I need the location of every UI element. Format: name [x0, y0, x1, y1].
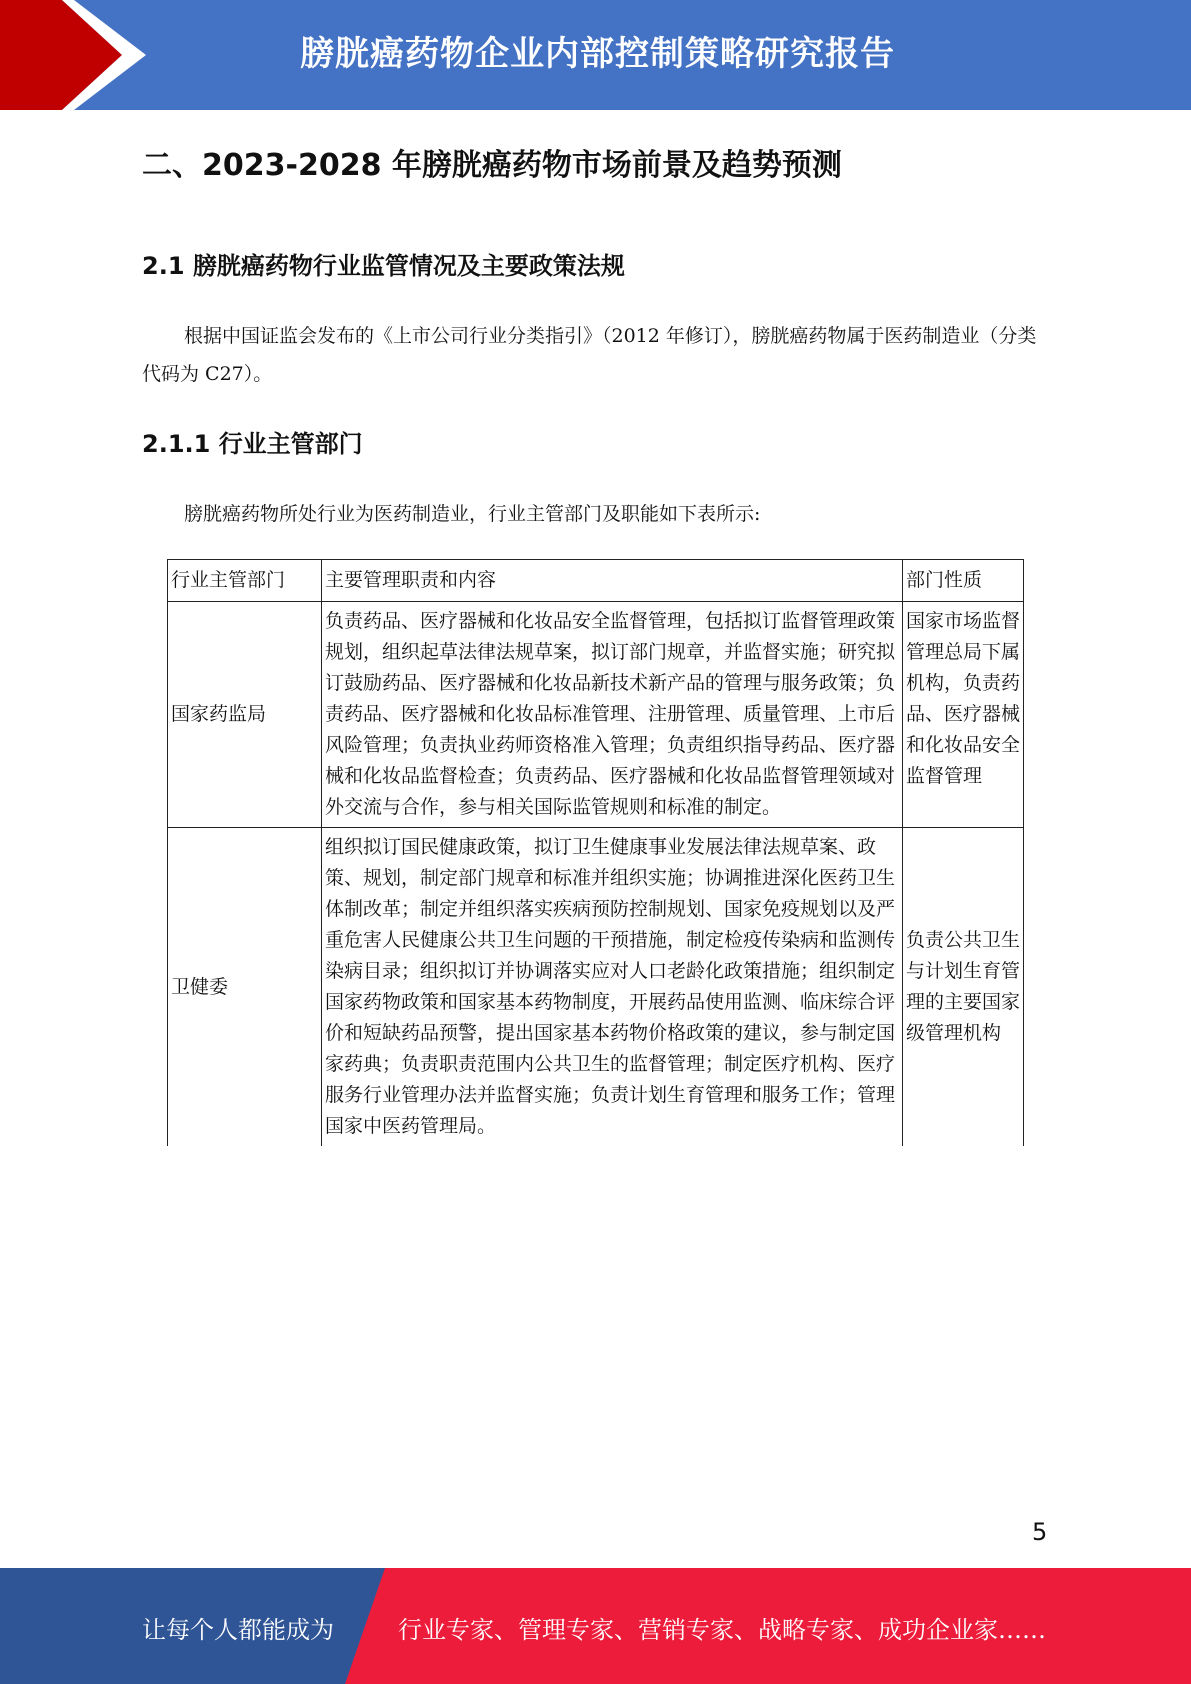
cell-duty: 组织拟订国民健康政策，拟订卫生健康事业发展法律法规草案、政策、规划，制定部门规章和标准并组织实施；协调推进深化医药卫生体制改革；制定并组织落实疾病预防控制规划、国家免疫规划以及严重危害人民健康公共卫生问题的干预措施，制定检疫传染病和监测传染病目录；组织拟订并协调落实应对人口老龄化政策措施；组织制定国家药物政策和国家基本药物制度，开展药品使用监测、临床综合评价和短缺药品预警，提出国家基本药物价格政策的建议，参与制定国家药典；负责职责范围内公共卫生的监督管理；制定医疗机构、医疗服务行业管理办法并监督实施；负责计划生育管理和服务工作；管理国家中医药管理局。 — [322, 828, 903, 1147]
cell-nature: 国家市场监督管理总局下属机构，负责药品、医疗器械和化妆品安全监督管理 — [903, 602, 1024, 828]
footer-slogan-left: 让每个人都能成为 — [142, 1616, 334, 1644]
regulator-table — [167, 559, 1024, 1146]
section-heading: 2.1 膀胱癌药物行业监管情况及主要政策法规 — [142, 252, 625, 280]
footer-slogan-right: 行业专家、管理专家、营销专家、战略专家、成功企业家…… — [398, 1616, 1046, 1644]
cell-nature: 负责公共卫生与计划生育管理的主要国家级管理机构 — [903, 828, 1024, 1147]
page-header — [0, 0, 1191, 110]
header-dept: 行业主管部门 — [168, 560, 322, 602]
chapter-heading: 二、2023-2028 年膀胱癌药物市场前景及趋势预测 — [142, 148, 842, 183]
cell-dept: 卫健委 — [168, 828, 322, 1147]
header-duty: 主要管理职责和内容 — [322, 560, 903, 602]
table-header-row — [168, 560, 1024, 602]
table-intro-paragraph: 膀胱癌药物所处行业为医药制造业，行业主管部门及职能如下表所示: — [184, 503, 761, 525]
subsection-heading: 2.1.1 行业主管部门 — [142, 430, 363, 458]
page-number: 5 — [1032, 1518, 1048, 1546]
header-nature: 部门性质 — [903, 560, 1024, 602]
cell-duty: 负责药品、医疗器械和化妆品安全监督管理，包括拟订监督管理政策规划，组织起草法律法规草案，拟订部门规章，并监督实施；研究拟订鼓励药品、医疗器械和化妆品新技术新产品的管理与服务政策；负责药品、医疗器械和化妆品标准管理、注册管理、质量管理、上市后风险管理；负责执业药师资格准入管理；负责组织指导药品、医疗器械和化妆品监督检查；负责药品、医疗器械和化妆品监督管理领域对外交流与合作，参与相关国际监管规则和标准的制定。 — [322, 602, 903, 828]
cell-dept: 国家药监局 — [168, 602, 322, 828]
table-row — [168, 828, 1024, 1147]
intro-paragraph: 根据中国证监会发布的《上市公司行业分类指引》（2012 年修订），膀胱癌药物属于医药制造业（分类代码为 C27）。 — [142, 325, 1037, 385]
page-footer — [0, 1568, 1191, 1684]
table-row — [168, 602, 1024, 828]
report-title: 膀胱癌药物企业内部控制策略研究报告 — [300, 34, 895, 74]
